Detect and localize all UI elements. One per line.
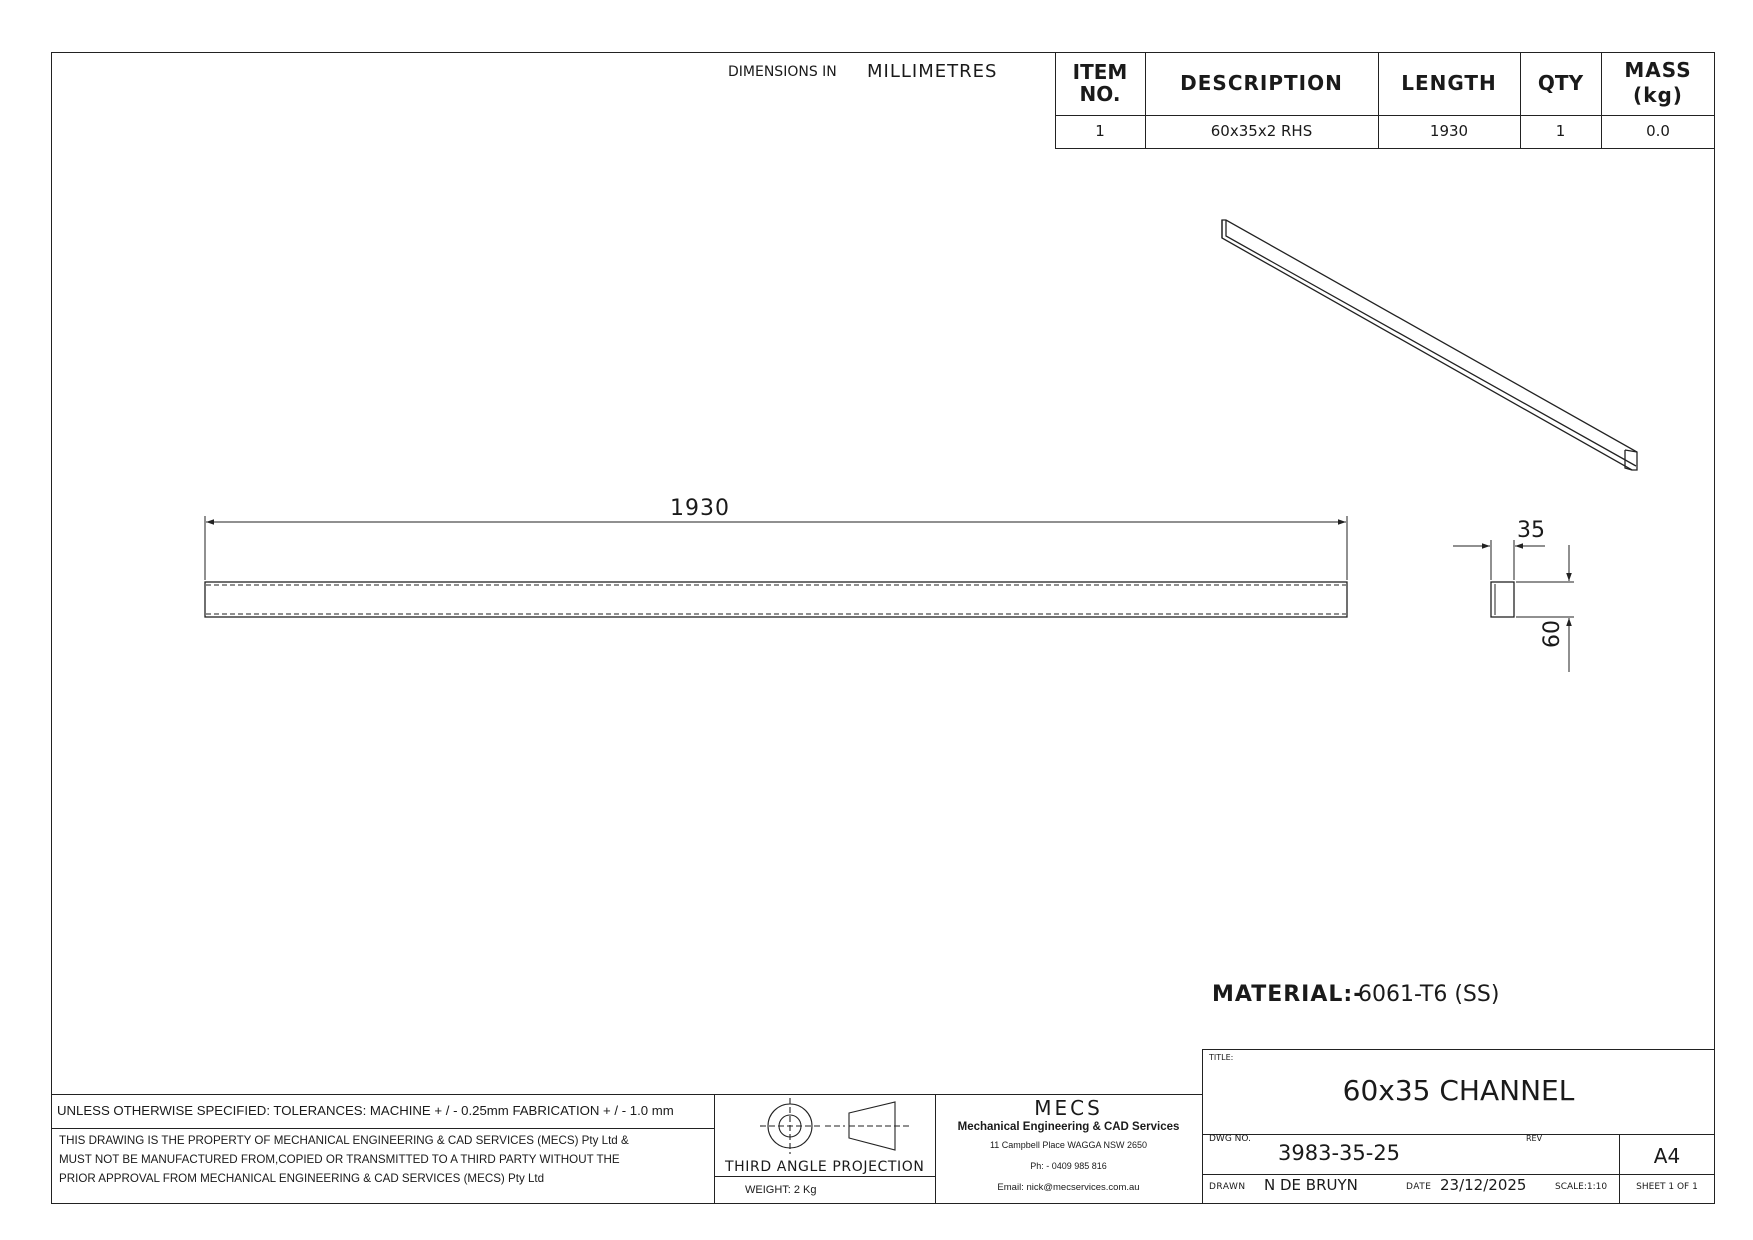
scale: SCALE:1:10	[1555, 1182, 1608, 1192]
bom-header-description: DESCRIPTION	[1180, 71, 1343, 95]
sheet-number: SHEET 1 OF 1	[1636, 1182, 1698, 1192]
dimensions-unit: MILLIMETRES	[867, 61, 998, 82]
title-block-divider	[51, 1128, 714, 1129]
sheet-size: A4	[1653, 1144, 1681, 1168]
width-dimension-value: 35	[1517, 518, 1545, 543]
dimensions-label: DIMENSIONS IN	[728, 64, 837, 80]
drawn-by: N DE BRUYN	[1264, 1176, 1358, 1194]
company-email: Email: nick@mecservices.com.au	[997, 1182, 1140, 1193]
end-view	[1491, 582, 1514, 617]
drawing-title: 60x35 CHANNEL	[1342, 1074, 1575, 1107]
title-block-divider	[714, 1094, 715, 1204]
bom-header-item-line2: NO.	[1079, 82, 1121, 106]
property-note-line3: PRIOR APPROVAL FROM MECHANICAL ENGINEERING & CAD SERVICES (MECS) Pty Ltd	[59, 1172, 545, 1185]
title-block-divider	[1202, 1049, 1715, 1050]
material-label: MATERIAL:-	[1212, 982, 1364, 1007]
height-dimension-value: 60	[1540, 620, 1565, 648]
weight-label: WEIGHT: 2 Kg	[745, 1184, 817, 1196]
bom-header-length: LENGTH	[1401, 71, 1497, 95]
height-dimension	[1516, 545, 1574, 672]
length-dimension-value: 1930	[670, 496, 730, 521]
drawn-label: DRAWN	[1209, 1182, 1246, 1192]
isometric-view	[1222, 220, 1637, 470]
bom-cell-length: 1930	[1429, 122, 1469, 140]
width-dimension	[1453, 540, 1545, 580]
projection-label: THIRD ANGLE PROJECTION	[725, 1159, 925, 1175]
property-note-line1: THIS DRAWING IS THE PROPERTY OF MECHANICAL ENGINEERING & CAD SERVICES (MECS) Pty Ltd &	[59, 1134, 629, 1147]
material-value: 6061-T6 (SS)	[1358, 982, 1500, 1007]
bom-cell-description: 60x35x2 RHS	[1210, 122, 1313, 140]
dwg-no-label: DWG NO.	[1209, 1134, 1251, 1144]
bom-header-item-line1: ITEM	[1072, 60, 1128, 84]
bom-header-mass-line2: (kg)	[1633, 83, 1683, 107]
front-view	[205, 582, 1347, 617]
length-dimension	[205, 516, 1347, 580]
date-label: DATE	[1406, 1182, 1432, 1192]
bom-cell-item: 1	[1095, 122, 1105, 140]
bom-header-qty: QTY	[1537, 71, 1584, 95]
company-phone: Ph: - 0409 985 816	[1030, 1161, 1107, 1171]
bom-cell-mass: 0.0	[1646, 122, 1670, 140]
rev-label: REV	[1526, 1134, 1543, 1143]
bom-header-mass-line1: MASS	[1624, 58, 1692, 82]
company-logo: MECS	[1034, 1096, 1103, 1120]
drawing-date: 23/12/2025	[1440, 1176, 1527, 1194]
title-block-divider	[1202, 1049, 1203, 1204]
title-label: TITLE:	[1209, 1053, 1234, 1062]
tolerances-note: UNLESS OTHERWISE SPECIFIED: TOLERANCES: MACHINE + / - 0.25mm FABRICATION + / - 1.0 mm	[57, 1103, 674, 1118]
dwg-no: 3983-35-25	[1278, 1141, 1401, 1165]
title-block-divider	[1619, 1134, 1620, 1204]
company-address: 11 Campbell Place WAGGA NSW 2650	[989, 1140, 1148, 1150]
title-block-divider	[714, 1176, 935, 1177]
title-block-divider	[1202, 1174, 1715, 1175]
title-block-divider	[1202, 1134, 1715, 1135]
property-note-line2: MUST NOT BE MANUFACTURED FROM,COPIED OR TRANSMITTED TO A THIRD PARTY WITHOUT THE	[59, 1153, 620, 1166]
third-angle-projection-symbol	[760, 1098, 910, 1154]
bom-cell-qty: 1	[1555, 122, 1566, 140]
company-name: Mechanical Engineering & CAD Services	[957, 1121, 1180, 1133]
title-block-divider	[51, 1094, 1202, 1095]
